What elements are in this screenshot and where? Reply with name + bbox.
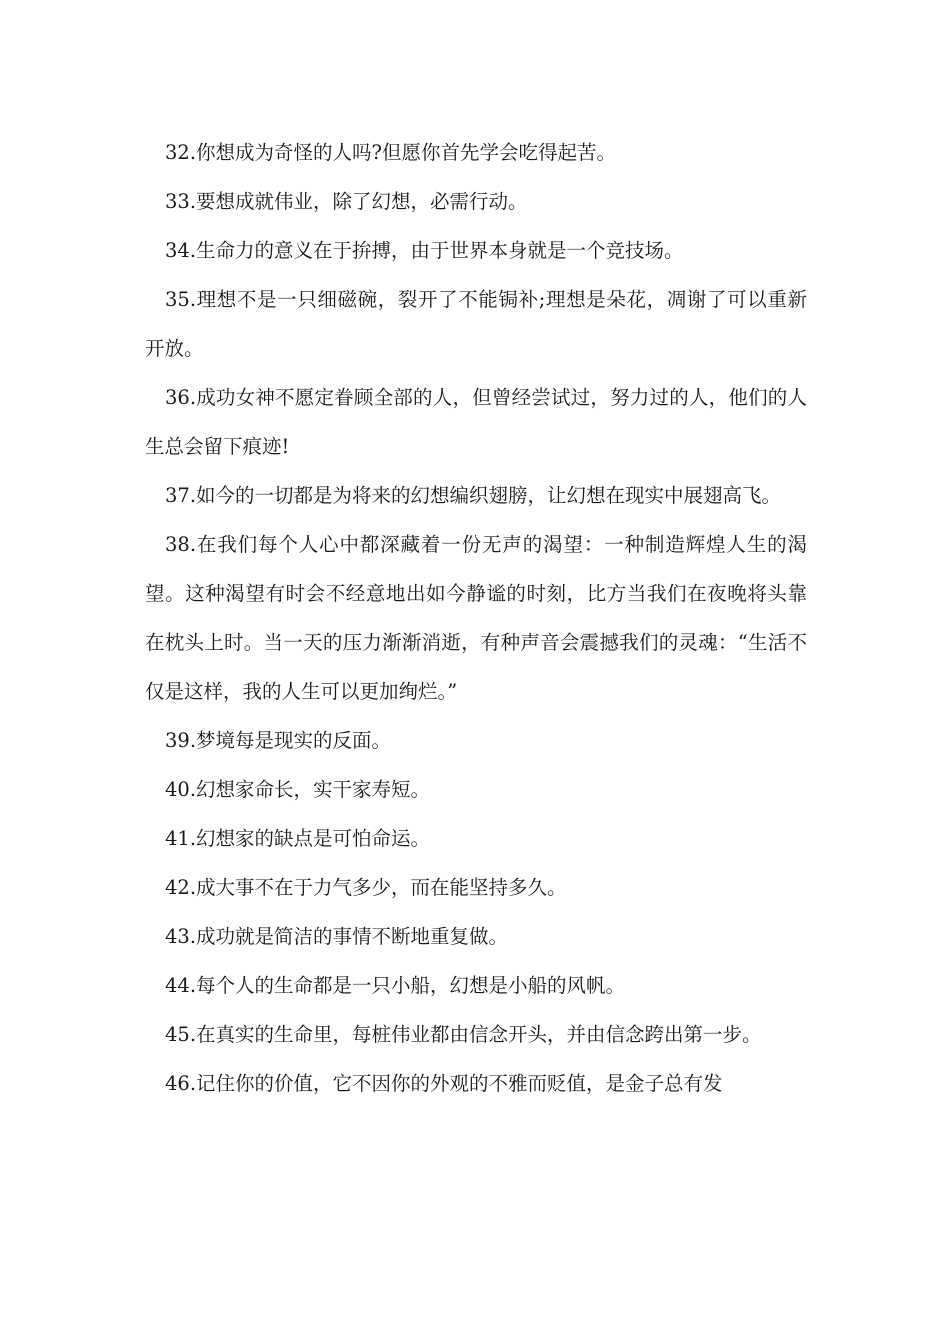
- paragraph-34: 34.生命力的意义在于拚搏，由于世界本身就是一个竞技场。: [165, 239, 684, 262]
- paragraph-33: 33.要想成就伟业，除了幻想，必需行动。: [165, 190, 528, 213]
- paragraph-38: 38.在我们每个人心中都深藏着一份无声的渴望：一种制造辉煌人生的渴望。这种渴望有时会不经意地出如今静谧的时刻，比方当我们在夜晚将头靠在枕头上时。当一天的压力渐渐消逝，有种声音会震撼我们的灵魂：“生活不仅是这样，我的人生可以更加绚烂。”: [145, 533, 807, 703]
- paragraph-46: 46.记住你的价值，它不因你的外观的不雅而贬值，是金子总有发: [165, 1072, 723, 1095]
- paragraph-41: 41.幻想家的缺点是可怕命运。: [165, 827, 431, 850]
- paragraph-43: 43.成功就是简洁的事情不断地重复做。: [165, 925, 509, 948]
- paragraph-35: 35.理想不是一只细磁碗，裂开了不能锔补;理想是朵花，凋谢了可以重新开放。: [145, 288, 807, 360]
- paragraph-36: 36.成功女神不愿定眷顾全部的人，但曾经尝试过，努力过的人，他们的人生总会留下痕迹!: [145, 386, 807, 458]
- paragraph-40: 40.幻想家命长，实干家寿短。: [165, 778, 431, 801]
- paragraph-42: 42.成大事不在于力气多少，而在能坚持多久。: [165, 876, 567, 899]
- paragraph-37: 37.如今的一切都是为将来的幻想编织翅膀，让幻想在现实中展翅高飞。: [165, 484, 782, 507]
- paragraph-39: 39.梦境每是现实的反面。: [165, 729, 392, 752]
- document-body: [145, 128, 807, 1108]
- paragraph-32: 32.你想成为奇怪的人吗?但愿你首先学会吃得起苦。: [165, 141, 616, 164]
- paragraph-45: 45.在真实的生命里，每桩伟业都由信念开头，并由信念跨出第一步。: [165, 1023, 762, 1046]
- paragraph-44: 44.每个人的生命都是一只小船，幻想是小船的风帆。: [165, 974, 626, 997]
